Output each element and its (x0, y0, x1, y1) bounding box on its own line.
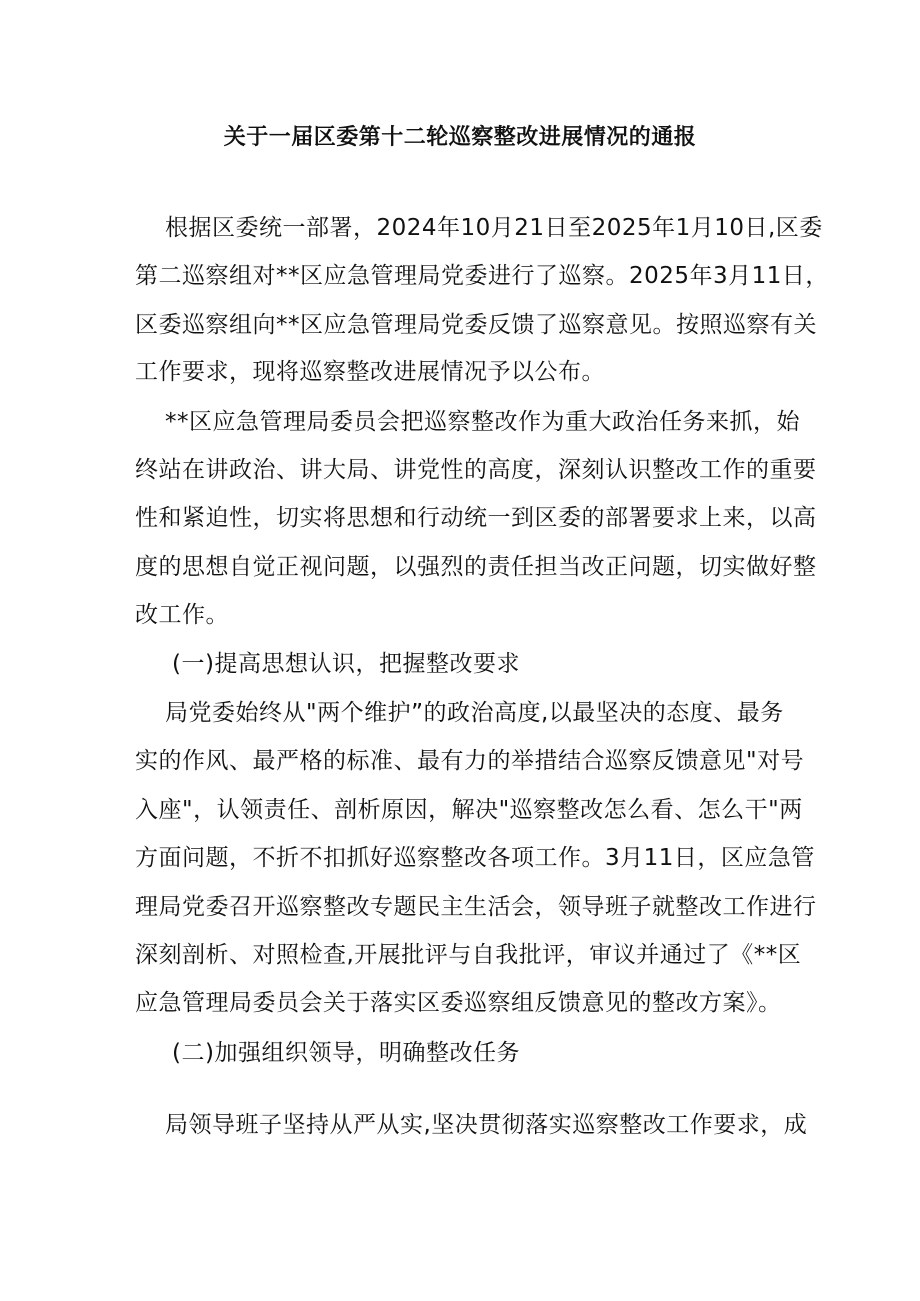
section-heading-1: (一)提高思想认识，把握整改要求 (172, 651, 520, 677)
paragraph-2-line-3: 性和紧迫性，切实将思想和行动统一到区委的部署要求上来，以高 (135, 505, 817, 531)
section-heading-2: (二)加强组织领导，明确整改任务 (172, 1040, 520, 1066)
paragraph-3-line-4: 方面问题，不折不扣抓好巡察整改各项工作。3月11日，区应急管 (135, 845, 815, 871)
document-title: 关于一届区委第十二轮巡察整改进展情况的通报 (223, 125, 697, 150)
paragraph-3-line-6: 深刻剖析、对照检查,开展批评与自我批评，审议并通过了《**区 (135, 942, 802, 968)
paragraph-3-line-5: 理局党委召开巡察整改专题民主生活会，领导班子就整改工作进行 (135, 894, 817, 920)
paragraph-1-line-2: 第二巡察组对**区应急管理局党委进行了巡察。2025年3月11日， (135, 263, 829, 289)
paragraph-2-line-5: 改工作。 (135, 602, 229, 628)
paragraph-3-line-3: 入座"，认领责任、剖析原因，解决"巡察整改怎么看、怎么干"两 (135, 797, 803, 823)
paragraph-1-line-3: 区委巡察组向**区应急管理局党委反馈了巡察意见。按照巡察有关 (135, 312, 817, 338)
paragraph-4-line-1: 局领导班子坚持从严从实,坚决贯彻落实巡察整改工作要求，成 (165, 1112, 808, 1138)
paragraph-2-line-4: 度的思想自觉正视问题，以强烈的责任担当改正问题，切实做好整 (135, 554, 817, 580)
paragraph-1-line-4: 工作要求，现将巡察整改进展情况予以公布。 (135, 359, 605, 385)
paragraph-2-line-2: 终站在讲政治、讲大局、讲党性的高度，深刻认识整改工作的重要 (135, 457, 817, 483)
paragraph-1-line-1: 根据区委统一部署，2024年10月21日至2025年1月10日,区委 (165, 215, 823, 241)
paragraph-2-line-1: **区应急管理局委员会把巡察整改作为重大政治任务来抓，始 (165, 409, 800, 435)
paragraph-3-line-1: 局党委始终从"两个维护”的政治高度,以最坚决的态度、最务 (165, 700, 784, 726)
paragraph-3-line-7: 应急管理局委员会关于落实区委巡察组反馈意见的整改方案》。 (135, 990, 782, 1016)
paragraph-3-line-2: 实的作风、最严格的标准、最有力的举措结合巡察反馈意见"对号 (135, 748, 805, 774)
